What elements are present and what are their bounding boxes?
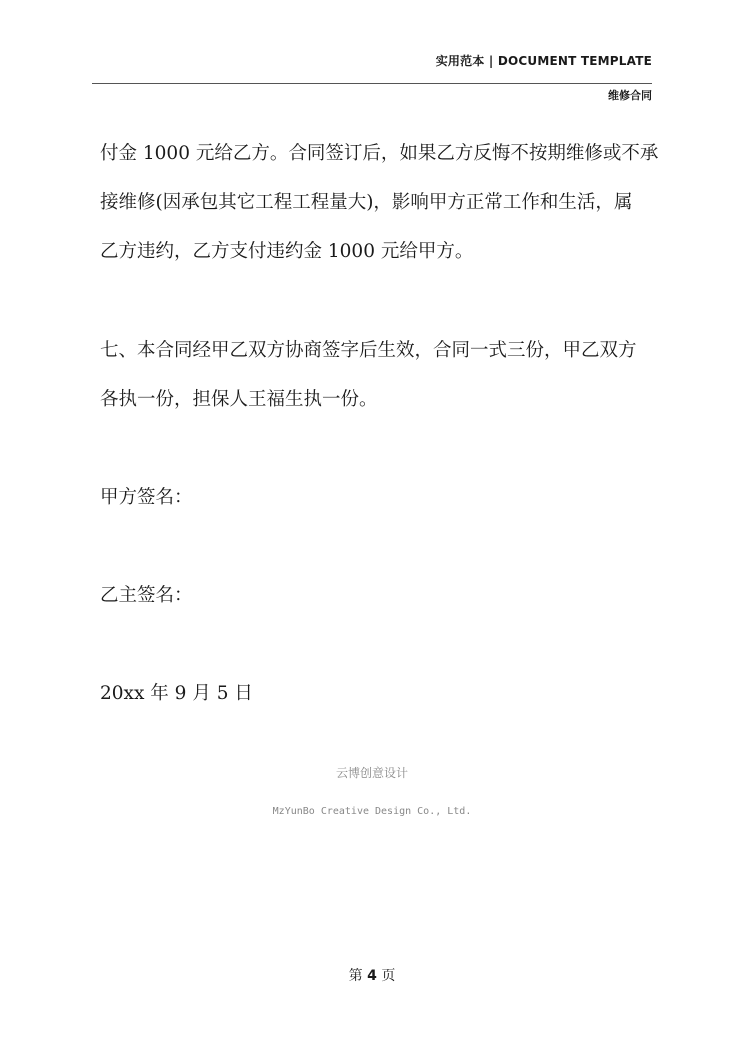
page-number-suffix: 页: [381, 968, 396, 984]
clause-seven-line: 七、本合同经甲乙双方协商签字后生效，合同一式三份，甲乙双方: [100, 340, 637, 361]
paragraph-line: 乙方违约，乙方支付违约金 1000 元给甲方。: [100, 241, 474, 262]
footer-company-english: MzYunBo Creative Design Co., Ltd.: [272, 806, 472, 817]
header-subtitle: 维修合同: [608, 89, 652, 102]
page-number-prefix: 第: [348, 968, 363, 984]
header-divider: [92, 83, 652, 84]
page-number: [0, 965, 744, 985]
party-a-signature-label: 甲方签名：: [100, 487, 193, 508]
signing-date: 20xx 年 9 月 5 日: [100, 683, 253, 704]
page-number-value: 4: [367, 968, 377, 984]
footer-company-name: 云博创意设计: [335, 766, 408, 780]
paragraph-line: 付金 1000 元给乙方。合同签订后，如果乙方反悔不按期维修或不承: [100, 143, 659, 164]
header-title: 实用范本 | DOCUMENT TEMPLATE: [435, 54, 652, 68]
paragraph-line: 接维修(因承包其它工程工程量大)，影响甲方正常工作和生活，属: [100, 192, 633, 213]
party-b-signature-label: 乙主签名：: [100, 585, 193, 606]
clause-seven-line: 各执一份，担保人王福生执一份。: [100, 389, 378, 410]
